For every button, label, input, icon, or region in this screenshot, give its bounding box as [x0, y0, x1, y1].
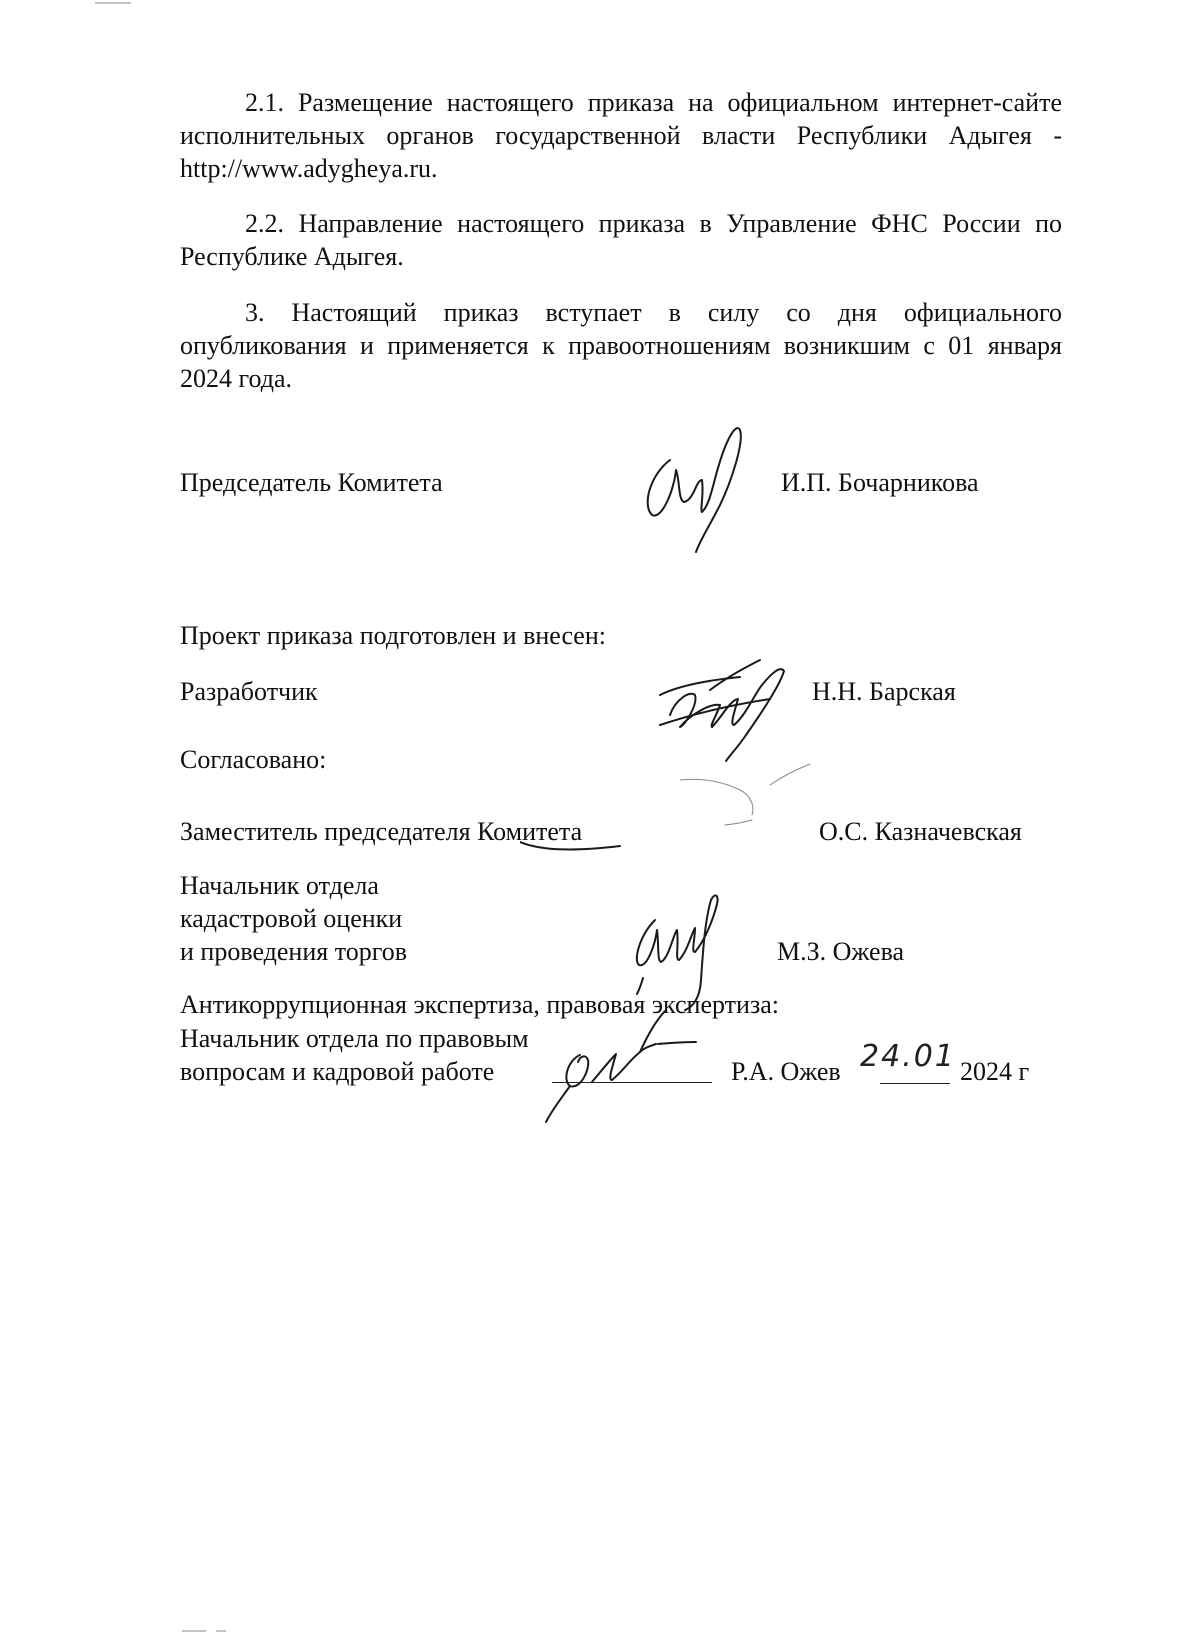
agreed-heading: Согласовано:	[180, 745, 327, 774]
department-head-position-line-3: и проведения торгов	[180, 937, 408, 966]
year-suffix: 2024 г	[960, 1057, 1030, 1086]
date-underline	[880, 1083, 950, 1084]
chairman-signature	[640, 420, 760, 560]
scan-mark-bottom	[182, 1628, 232, 1634]
department-head-name: М.З. Ожева	[777, 937, 905, 966]
expertise-heading: Антикоррупционная экспертиза, правовая экспертиза:	[180, 990, 779, 1019]
legal-head-name: Р.А. Ожев	[731, 1057, 841, 1086]
deputy-name: О.С. Казначевская	[819, 817, 1022, 846]
paragraph-2-1: 2.1. Размещение настоящего приказа на официальном интернет-сайте исполнительных органов государственной власти Республики Адыгея - http://www.adygheya.ru.	[180, 88, 1062, 183]
chairman-name: И.П. Бочарникова	[781, 468, 979, 497]
legal-head-position-line-2: вопросам и кадровой работе	[180, 1057, 495, 1086]
scan-mark	[95, 0, 135, 6]
developer-name: Н.Н. Барская	[812, 677, 956, 706]
legal-head-position-line-1: Начальник отдела по правовым	[180, 1024, 529, 1053]
faint-pen-mark	[680, 760, 820, 830]
developer-position: Разработчик	[180, 677, 318, 706]
developer-signature	[650, 655, 810, 765]
handwritten-date: 24.01	[860, 1039, 956, 1074]
department-head-position-line-1: Начальник отдела	[180, 871, 379, 900]
paragraph-2-2: 2.2. Направление настоящего приказа в Управление ФНС России по Республике Адыгея.	[180, 209, 1062, 271]
chairman-position: Председатель Комитета	[180, 468, 443, 497]
paragraph-3: 3. Настоящий приказ вступает в силу со дня официального опубликования и применяется к правоотношениям возникшим с 01 января 2024 года.	[180, 298, 1062, 393]
deputy-position: Заместитель председателя Комитета	[180, 817, 583, 846]
prepared-heading: Проект приказа подготовлен и внесен:	[180, 621, 606, 650]
department-head-position-line-2: кадастровой оценки	[180, 904, 403, 933]
legal-head-signature	[540, 1010, 720, 1130]
deputy-signature-stroke	[520, 838, 650, 858]
